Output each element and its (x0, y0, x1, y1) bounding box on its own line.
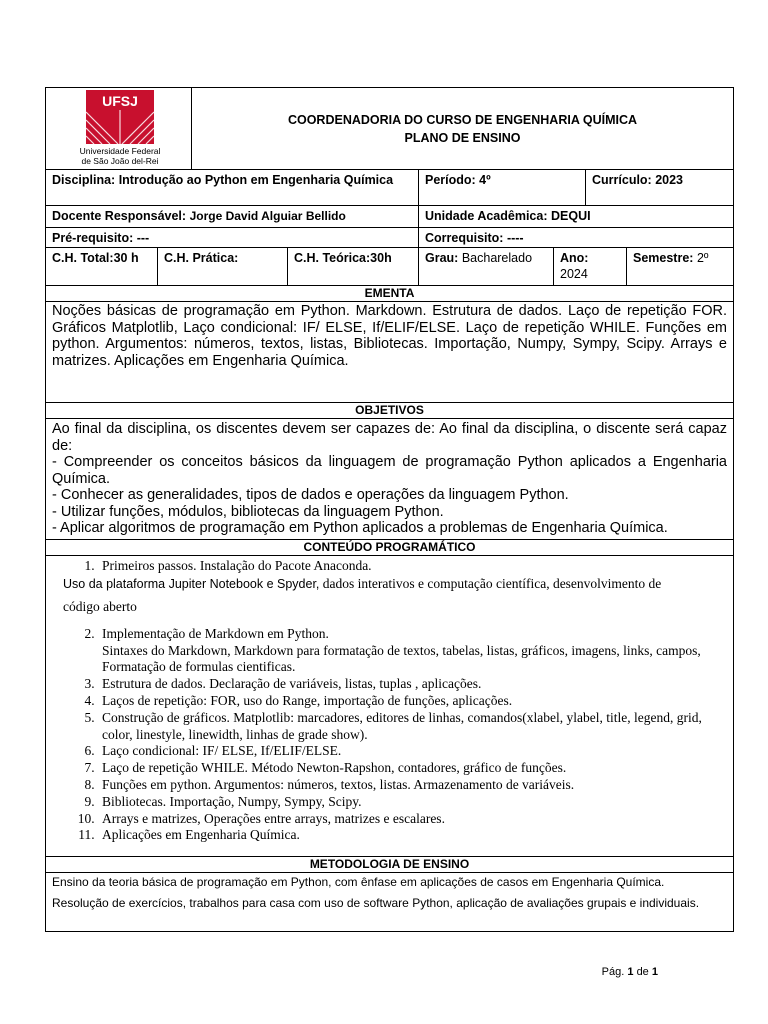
period-cell: Período: 4º (419, 170, 586, 205)
ufsj-logo (46, 88, 192, 170)
conteudo-title: CONTEÚDO PROGRAMÁTICO (46, 540, 733, 556)
program-item: 10. Arrays e matrizes, Operações entre arrays, matrizes e escalares. (98, 811, 725, 828)
program-item: 9. Bibliotecas. Importação, Numpy, Sympy, Scipy. (98, 794, 725, 811)
curriculum-cell: Currículo: 2023 (592, 173, 684, 187)
workload-row (46, 248, 733, 286)
ch-total-cell: C.H. Total:30 h (46, 248, 158, 285)
prereq-cell: Pré-requisito: --- (46, 228, 419, 247)
program-item: 3. Estrutura de dados. Declaração de variáveis, listas, tuplas , aplicações. (98, 676, 725, 693)
degree-cell (419, 248, 554, 285)
program-item: 7. Laço de repetição WHILE. Método Newton-Rapshon, contadores, gráfico de funções. (98, 760, 725, 777)
ch-practical-cell: C.H. Prática: (158, 248, 288, 285)
coreq-cell: Correquisito: ---- (425, 231, 524, 245)
page-footer: Pág. 1 de 1 (601, 966, 658, 978)
conteudo-content (46, 556, 733, 856)
item1-detail-end: código aberto (63, 598, 137, 614)
plan-title: PLANO DE ENSINO (404, 130, 521, 145)
ementa-title: EMENTA (46, 286, 733, 302)
header-row (46, 88, 733, 170)
objetivos-body (46, 419, 733, 540)
metodologia-title: METODOLOGIA DE ENSINO (46, 857, 733, 873)
teacher-value: Jorge David Alguiar Bellido (189, 209, 346, 223)
objetivos-content (46, 419, 733, 539)
year-label: Ano: (560, 251, 589, 265)
program-item: 4. Laços de repetição: FOR, uso do Range, importação de funções, aplicações. (98, 693, 725, 710)
svg-text:de São João del-Rei: de São João del-Rei (81, 156, 159, 166)
coordination-title: COORDENADORIA DO CURSO DE ENGENHARIA QUÍMICA (287, 112, 638, 127)
unit-cell (419, 206, 733, 227)
program-item: 1. Primeiros passos. Instalação do Pacote Anaconda. (98, 558, 725, 575)
year-value: 2024 (560, 267, 588, 281)
svg-text:Universidade Federal: Universidade Federal (79, 146, 161, 156)
program-item: 6. Laço condicional: IF/ ELSE, If/ELIF/ELSE. (98, 743, 725, 760)
discipline-row (46, 170, 733, 206)
objetivos-intro: Ao final da disciplina, os discentes devem ser capazes de: Ao final da disciplina, o discente será capaz de: (52, 421, 727, 454)
ementa-text: Noções básicas de programação em Python. Markdown. Estrutura de dados. Laço de repetição FOR. Gráficos Matplotlib, Laço condicional: IF/ ELSE, If/ELIF/ELSE. Laço de repetição WHILE. Funções em python. Argumentos: números, textos, listas, Bibliotecas. Importação, Numpy, Sympy, Scipy. Arrays e matrizes. Aplicações em Engenharia Química. (52, 303, 727, 369)
objetivo-item: - Compreender os conceitos básicos da linguagem de programação Python aplicados a Engenharia Química. (52, 454, 727, 487)
teacher-cell (46, 206, 419, 227)
metodologia-p2: Resolução de exercícios, trabalhos para casa com uso de software Python, aplicação de avaliações grupais e individuais. (52, 896, 700, 910)
teacher-row (46, 206, 733, 228)
metodologia-body (46, 873, 733, 931)
ementa-body (46, 302, 733, 403)
discipline-label: Disciplina: (52, 173, 116, 187)
teaching-plan-table (45, 87, 734, 932)
program-item: 8. Funções em python. Argumentos: números, textos, listas. Armazenamento de variáveis. (98, 777, 725, 794)
logo-cell (46, 88, 192, 169)
semester-value: 2º (696, 251, 709, 265)
unit-value: DEQUI (550, 209, 591, 223)
svg-text:UFSJ: UFSJ (102, 93, 138, 109)
teacher-label: Docente Responsável: (52, 209, 187, 223)
degree-label: Grau: (425, 251, 459, 265)
metodologia-p1: Ensino da teoria básica de programação em Python, com ênfase em aplicações de casos em Engenharia Química. (52, 875, 665, 889)
objetivos-title: OBJETIVOS (46, 403, 733, 419)
program-item: 11. Aplicações em Engenharia Química. (98, 827, 725, 844)
conteudo-body (46, 556, 733, 857)
unit-label: Unidade Acadêmica: (425, 209, 548, 223)
objetivo-item: - Aplicar algoritmos de programação em Python aplicados a problemas de Engenharia Química. (52, 520, 668, 536)
objetivo-item: - Conhecer as generalidades, tipos de dados e operações da linguagem Python. (52, 487, 569, 503)
semester-label: Semestre: (633, 251, 694, 265)
discipline-cell (46, 170, 419, 205)
prereq-row (46, 228, 733, 248)
header-title (192, 88, 733, 169)
semester-cell (627, 248, 733, 285)
metodologia-content (46, 873, 733, 931)
year-cell (554, 248, 627, 285)
discipline-value: Introdução ao Python em Engenharia Química (118, 173, 394, 187)
program-item: 2. Implementação de Markdown em Python. Sintaxes do Markdown, Markdown para formatação de textos, tabelas, listas, gráficos, imagens, links, campos, Formatação de formulas cientificas. (98, 626, 725, 676)
item1-detail: Uso da plataforma Jupiter Notebook e Spyder, dados interativos e computação científica, desenvolvimento de (63, 575, 662, 591)
program-item: 5. Construção de gráficos. Matplotlib: marcadores, editores de linhas, comandos(xlabel, ylabel, title, legend, grid, color, linestyle, linewidth, linhas de grade show). (98, 710, 725, 744)
program-list-cont (46, 626, 725, 844)
ch-theory-cell: C.H. Teórica:30h (288, 248, 419, 285)
objetivo-item: - Utilizar funções, módulos, bibliotecas da linguagem Python. (52, 503, 444, 520)
degree-value: Bacharelado (461, 251, 533, 265)
program-list (46, 558, 725, 575)
